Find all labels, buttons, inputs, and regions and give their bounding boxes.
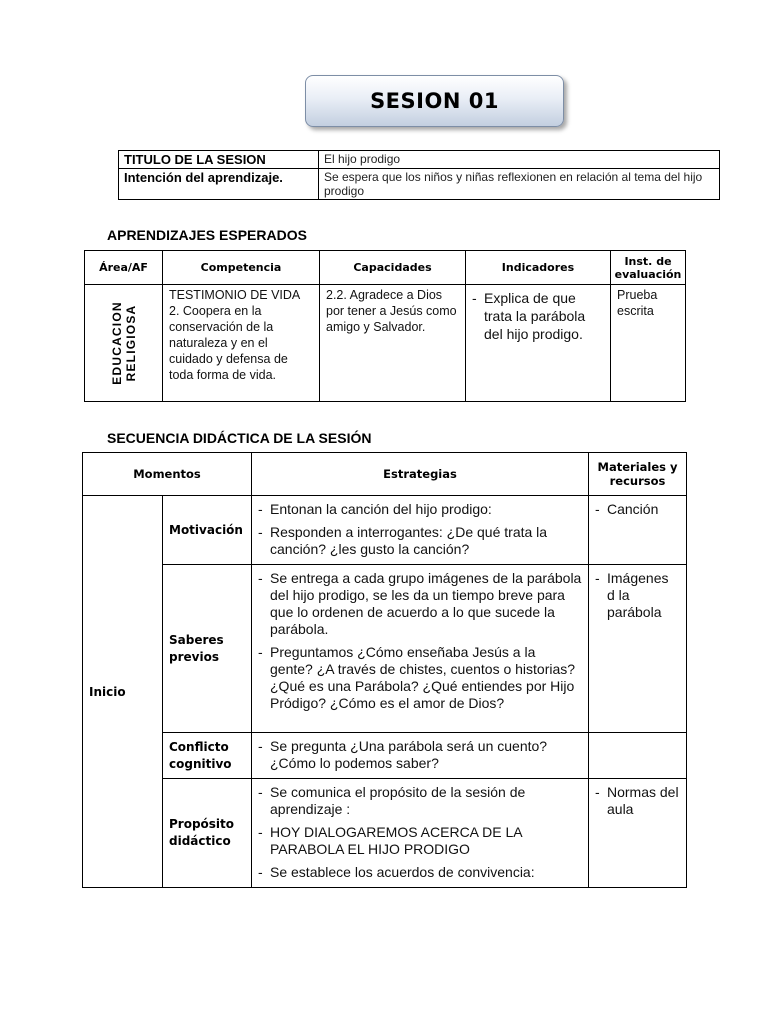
session-title: SESION 01: [370, 89, 499, 113]
area-line-1: EDUCACION: [109, 301, 124, 385]
area-cell: [85, 285, 163, 402]
session-info-table: [118, 150, 720, 200]
materials-cell: [589, 733, 687, 779]
competencia-title: TESTIMONIO DE VIDA: [169, 288, 301, 302]
col-header-indicadores: Indicadores: [466, 251, 611, 285]
materials-list: [595, 784, 680, 818]
strategies-list: [258, 738, 582, 772]
list-item: - Explica de que trata la parábola del hijo prodigo.: [472, 289, 604, 343]
col-header-area: Área/AF: [85, 251, 163, 285]
list-item: - Imágenes d la parábola: [595, 570, 680, 621]
strategies-cell: [252, 496, 589, 565]
col-header-competencia: Competencia: [163, 251, 320, 285]
table-header-row: [83, 453, 687, 496]
area-line-2: RELIGIOSA: [123, 304, 138, 382]
list-item: - HOY DIALOGAREMOS ACERCA DE LA PARABOLA EL HIJO PRODIGO: [258, 824, 582, 858]
materials-cell: [589, 496, 687, 565]
materials-cell: [589, 565, 687, 733]
sub-moment-proposito-didactico: Propósito didáctico: [163, 779, 252, 888]
table-row: [85, 285, 686, 402]
table-row: [119, 151, 720, 169]
table-row: [83, 733, 687, 779]
col-header-instrumento: Inst. de evaluación: [611, 251, 686, 285]
sub-moment-saberes-previos: Saberes previos: [163, 565, 252, 733]
materials-cell: [589, 779, 687, 888]
materials-list: [595, 570, 680, 621]
strategies-list: [258, 784, 582, 881]
strategies-cell: [252, 779, 589, 888]
list-item: - Canción: [595, 501, 680, 518]
list-item: - Preguntamos ¿Cómo enseñaba Jesús a la gente? ¿A través de chistes, cuentos o historias? ¿Qué es una Parábola? ¿Qué entiendes por Hijo Pródigo? ¿Cómo es el amor de Dios?: [258, 644, 582, 712]
materials-list: [595, 501, 680, 518]
session-title-label: TITULO DE LA SESION: [119, 151, 319, 169]
indicadores-list: [472, 289, 604, 343]
strategies-list: [258, 570, 582, 712]
sub-moment-conflicto-cognitivo: Conflicto cognitivo: [163, 733, 252, 779]
expected-learning-table: [84, 250, 686, 402]
area-label: [110, 301, 138, 384]
list-item: - Se pregunta ¿Una parábola será un cuento? ¿Cómo lo podemos saber?: [258, 738, 582, 772]
list-item: - Responden a interrogantes: ¿De qué trata la canción? ¿les gusto la canción?: [258, 524, 582, 558]
session-title-box: [305, 75, 564, 127]
didactic-sequence-heading: SECUENCIA DIDÁCTICA DE LA SESIÓN: [107, 430, 372, 446]
indicadores-cell: [466, 285, 611, 402]
sub-moment-motivacion: Motivación: [163, 496, 252, 565]
col-header-estrategias: Estrategias: [252, 453, 589, 496]
list-item: - Se entrega a cada grupo imágenes de la parábola del hijo prodigo, se les da un tiempo breve para que lo ordenen de acuerdo a lo que sucede la parábola.: [258, 570, 582, 638]
learning-intention-label: Intención del aprendizaje.: [119, 169, 319, 200]
competencia-text: 2. Coopera en la conservación de la naturaleza y en el cuidado y defensa de toda forma de vida.: [169, 304, 288, 382]
list-item: - Entonan la canción del hijo prodigo:: [258, 501, 582, 518]
strategies-cell: [252, 565, 589, 733]
table-row: [83, 779, 687, 888]
table-row: [119, 169, 720, 200]
expected-learning-heading: APRENDIZAJES ESPERADOS: [107, 227, 307, 243]
learning-intention-value: Se espera que los niños y niñas reflexionen en relación al tema del hijo prodigo: [319, 169, 720, 200]
table-header-row: [85, 251, 686, 285]
moment-inicio: Inicio: [83, 496, 163, 888]
instrumento-cell: Prueba escrita: [611, 285, 686, 402]
table-row: [83, 496, 687, 565]
list-item: - Normas del aula: [595, 784, 680, 818]
list-item: - Se comunica el propósito de la sesión de aprendizaje :: [258, 784, 582, 818]
strategies-list: [258, 501, 582, 558]
capacidades-cell: 2.2. Agradece a Dios por tener a Jesús como amigo y Salvador.: [320, 285, 466, 402]
didactic-sequence-table: [82, 452, 687, 888]
col-header-capacidades: Capacidades: [320, 251, 466, 285]
col-header-momentos: Momentos: [83, 453, 252, 496]
table-row: [83, 565, 687, 733]
competencia-cell: [163, 285, 320, 402]
col-header-materiales: Materiales y recursos: [589, 453, 687, 496]
list-item: - Se establece los acuerdos de convivencia:: [258, 864, 582, 881]
session-title-value: El hijo prodigo: [319, 151, 720, 169]
strategies-cell: [252, 733, 589, 779]
